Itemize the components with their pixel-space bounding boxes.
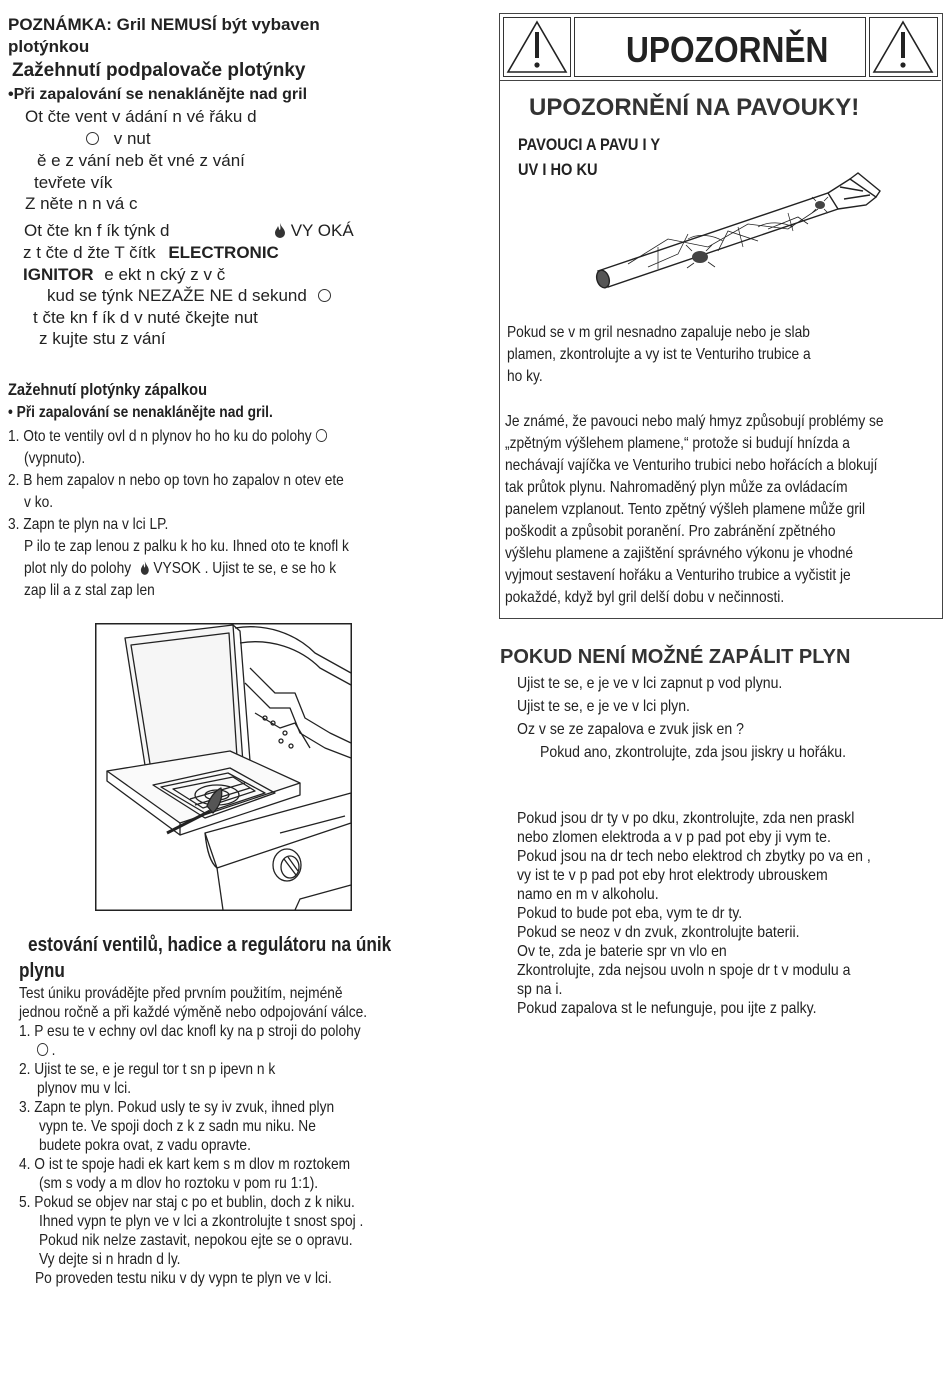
troubleshoot-lines-2: [517, 809, 919, 1018]
leak-step-2: 2. Ujist te se, e je regul tor t sn p ipevn n k: [19, 1061, 276, 1078]
match-steps: [8, 426, 402, 602]
warning-para2-line3: nechávají vajíčka ve Venturiho trubici nebo hořácích a blokují: [505, 457, 878, 474]
grill-side-burner-illustration: [95, 623, 352, 911]
troubleshoot-line-3: Oz v se ze zapalova e zvuk jisk en ?: [517, 721, 744, 738]
leak-step-5: 5. Pokud se objev nar staj c po et bublin, doch z k niku.: [19, 1194, 355, 1211]
flame-icon: [274, 223, 286, 238]
leak-step-5e: Po proveden testu niku v dy vypn te plyn ve v lci.: [35, 1270, 332, 1287]
troubleshoot2-line-9: Zkontrolujte, zda nejsou uvoln n spoje dr t v modulu a: [517, 962, 851, 979]
match-section: [8, 380, 239, 400]
troubleshoot2-line-7: Pokud se neoz v dn zvuk, zkontrolujte baterii.: [517, 924, 800, 941]
off-position-icon: [316, 429, 327, 442]
spider-label-1: PAVOUCI A PAVU I Y: [518, 135, 661, 154]
warning-triangle-icon: [504, 18, 570, 76]
spider-label-2: UV I HO KU: [518, 160, 598, 179]
warning-icon-left-cell: [503, 17, 571, 77]
troubleshoot-line-4: Pokud ano, zkontrolujte, zda jsou jiskry u hořáku.: [540, 744, 847, 761]
warning-para2-line5: panelem vzplanout. Tento zpětný výšleh plamene může gril: [505, 501, 866, 518]
warning-title: UPOZORNĚN: [626, 29, 829, 70]
off-position-icon: [86, 132, 99, 145]
match-step-1-text: 1. Oto te ventily ovl d n plynov ho ho ku do polohy: [8, 428, 312, 445]
warning-para2-line2: „zpětným výšlehem plamene,“ protože si budují hnízda a: [505, 435, 850, 452]
match-heading: Zažehnutí plotýnky zápalkou: [8, 380, 208, 399]
leak-step-2b: plynov mu v lci.: [37, 1080, 132, 1097]
troubleshoot-heading: POKUD NENÍ MOŽNÉ ZAPÁLIT PLYN: [500, 646, 851, 668]
leak-step-3c: budete pokra ovat, z vadu opravte.: [39, 1137, 251, 1154]
warning-divider: [500, 80, 941, 81]
leak-intro-line2: jednou ročně a při každé výměně nebo odpojování válce.: [19, 1004, 368, 1021]
warning-subtitle: UPOZORNĚNÍ NA PAVOUKY!: [529, 94, 860, 121]
warning-para2: [505, 411, 945, 609]
leak-step-4: 4. O ist te spoje hadi ek kart kem s m dlov m roztokem: [19, 1156, 351, 1173]
leak-step-4b: (sm s vody a m dlov ho roztoku v pom ru 1:1).: [39, 1175, 319, 1192]
leak-step-1b-text: .: [51, 1042, 56, 1059]
spider-warning-box: [499, 13, 943, 619]
warning-title-cell: [574, 17, 866, 77]
match-step-1b: (vypnuto).: [24, 450, 86, 467]
troubleshoot2-line-6: Pokud to bude pot eba, vym te dr ty.: [517, 905, 743, 922]
ignite-p2-line1b: VY OKÁ: [290, 221, 354, 240]
note-heading-line1: POZNÁMKA: Gril NEMUSÍ být vybaven: [8, 15, 320, 34]
leak-step-3b: vypn te. Ve spoji doch z k z sadn mu niku. Ne: [39, 1118, 316, 1135]
spider-label-1-wrap: [518, 135, 683, 155]
ignite-p2-line4-text: kud se týnk NEZAŽE NE d sekund: [47, 286, 307, 305]
warning-para2-line4: tak průtok plynu. Nahromaděný plyn může za ovládacím: [505, 479, 848, 496]
leak-step-1b: [19, 1041, 424, 1060]
off-position-icon: [318, 289, 331, 302]
ignite-bullet: •Při zapalování se nenaklánějte nad gril: [8, 86, 308, 103]
match-step-3c: [8, 558, 402, 580]
warning-para2-line8: vyjmout sestavení hořáku a Venturiho trubice a vyčistit je: [505, 567, 851, 584]
match-step-2b: v ko.: [24, 494, 54, 511]
warning-para1: [507, 322, 860, 388]
warning-para2-line1: Je známé, že pavouci nebo malý hmyz způsobují problémy se: [505, 413, 884, 430]
troubleshoot2-line-1: Pokud jsou dr ty v po dku, zkontrolujte, zda nen praskl: [517, 810, 855, 827]
match-step-3c-text2: VYSOK . Ujist te se, e se ho k: [153, 560, 337, 577]
troubleshoot2-line-10: sp na i.: [517, 981, 563, 998]
match-step-2: 2. B hem zapalov n nebo op tovn ho zapalov n otev ete: [8, 472, 344, 489]
venturi-tube-spider-web-illustration: [588, 169, 888, 299]
match-bullet-wrap: [8, 404, 316, 422]
warning-icon-right-cell: [869, 17, 938, 77]
leak-step-5b: Ihned vypn te plyn ve v lci a zkontrolujte t snost spoj .: [39, 1213, 364, 1230]
leak-heading-2: plynu: [19, 960, 65, 982]
warning-para2-line9: pokaždé, když byl gril delší dobu v nečinnosti.: [505, 589, 785, 606]
leak-step-3: 3. Zapn te plyn. Pokud usly te sy iv zvuk, ihned plyn: [19, 1099, 335, 1116]
ignite-p2-line2a: z t čte d žte T čítk: [23, 243, 156, 262]
ignite-p2-line5: t čte kn f ík d v nuté čkejte nut: [33, 308, 258, 327]
troubleshoot2-line-4: vy ist te v p pad pot eby hrot elektrody ubrouskem: [517, 867, 828, 884]
ignite-p2-line3a: IGNITOR: [23, 265, 94, 284]
ignite-p2-line6: z kujte stu z vání: [39, 329, 166, 348]
troubleshoot2-line-5: namo en m v alkoholu.: [517, 886, 659, 903]
match-step-1: [8, 426, 402, 448]
warning-para1-line1: Pokud se v m gril nesnadno zapaluje nebo je slab: [507, 324, 810, 341]
troubleshoot2-line-11: Pokud zapalova st le nefunguje, pou ijte z palky.: [517, 1000, 817, 1017]
ignite-line-3: tevřete vík: [34, 173, 113, 192]
leak-intro-line1: Test úniku provádějte před prvním použitím, nejméně: [19, 985, 343, 1002]
ignite-line-1: Ot čte vent v ádání n vé řáku d: [25, 107, 257, 126]
troubleshoot-line-1: Ujist te se, e je ve v lci zapnut p vod plynu.: [517, 675, 783, 692]
troubleshoot2-line-3: Pokud jsou na dr tech nebo elektrod ch zbytky po va en ,: [517, 848, 871, 865]
match-step-3c-text: plot nly do polohy: [24, 560, 132, 577]
leak-heading-2-wrap: [19, 960, 72, 983]
note-heading: [8, 14, 320, 58]
warning-para2-line7: výšlehu plamene a zajištění správného výkonu je vhodné: [505, 545, 854, 562]
match-step-3d: zap lil a z stal zap len: [24, 582, 155, 599]
ignite-line-4: Z něte n n vá c: [25, 194, 138, 213]
leak-body: [19, 984, 424, 1288]
troubleshoot-line-2: Ujist te se, e je ve v lci plyn.: [517, 698, 690, 715]
match-step-3: 3. Zapn te plyn na v lci LP.: [8, 516, 169, 533]
ignite-p2-line1: [24, 221, 354, 241]
warning-triangle-icon: [870, 18, 936, 76]
ignite-p2-line4: [47, 286, 331, 306]
match-bullet: • Při zapalování se nenaklánějte nad gril.: [8, 404, 273, 421]
warning-para2-line6: poškodit a způsobit poranění. Pro zabránění zpětného: [505, 523, 836, 540]
warning-para1-line2: plamen, zkontrolujte a vy ist te Venturiho trubice a: [507, 346, 811, 363]
troubleshoot2-line-8: Ov te, zda je baterie spr vn vlo en: [517, 943, 727, 960]
leak-step-5c: Pokud nik nelze zastavit, nepokou ejte se o opravu.: [39, 1232, 353, 1249]
ignite-line-1b: [86, 129, 151, 149]
troubleshoot2-line-2: nebo zlomen elektroda a v p pad pot eby ji vym te.: [517, 829, 831, 846]
leak-step-5d: Vy dejte si n hradn d ly.: [39, 1251, 181, 1268]
ignite-line-1b-text: v nut: [113, 129, 151, 148]
ignite-p2-line1a: Ot čte kn f ík týnk d: [24, 221, 170, 240]
ignite-p2-line2b: ELECTRONIC: [168, 243, 279, 262]
note-heading-line2: plotýnkou: [8, 37, 90, 56]
flame-icon: [140, 561, 149, 575]
off-position-icon: [37, 1043, 48, 1056]
warning-para1-line3: ho ky.: [507, 368, 543, 385]
match-step-3b: P ilo te zap lenou z palku k ho ku. Ihned oto te knofl k: [24, 538, 349, 555]
warning-header: [500, 14, 941, 80]
ignite-p2-line2: [23, 243, 279, 263]
troubleshoot-lines: [517, 672, 888, 764]
ignite-heading: Zažehnutí podpalovače plotýnky: [12, 60, 306, 81]
ignite-p2-line3b: e ekt n cký z v č: [104, 265, 226, 284]
leak-heading-1-wrap: [28, 934, 450, 957]
ignite-p2-line3: [23, 265, 225, 285]
ignite-line-2: ě e z vání neb ět vné z vání: [37, 151, 245, 170]
leak-heading-1: estování ventilů, hadice a regulátoru na únik: [28, 934, 392, 956]
leak-step-1: 1. P esu te v echny ovl dac knofl ky na p stroji do polohy: [19, 1023, 361, 1040]
